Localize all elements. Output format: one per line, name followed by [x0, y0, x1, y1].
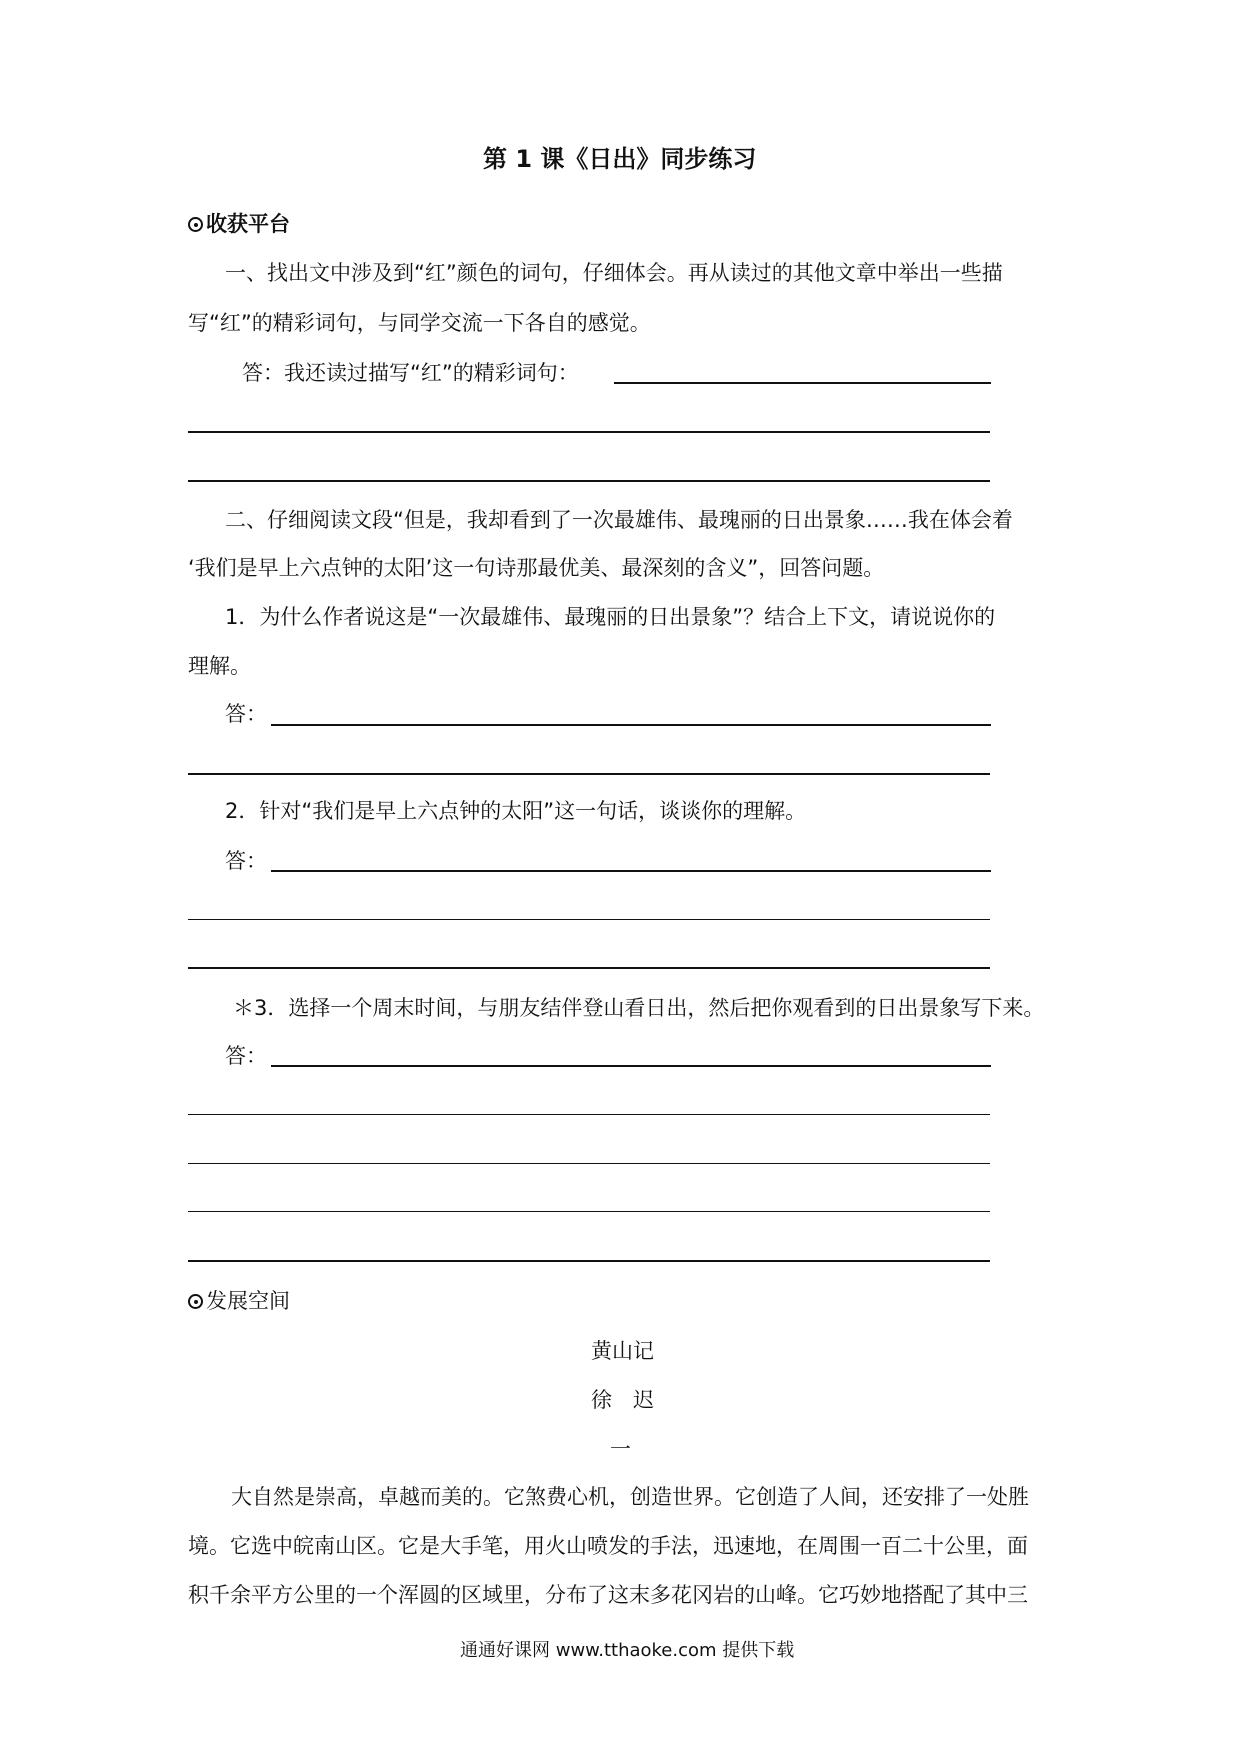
answer-line[interactable]	[271, 1065, 991, 1067]
q2-line-1: 二、仔细阅读文段“但是，我却看到了一次最雄伟、最瑰丽的日出景象……我在体会着	[225, 508, 1013, 532]
answer-line[interactable]	[614, 382, 991, 384]
section-harvest-label: 收获平台	[206, 212, 290, 236]
q2-sub1-line-2: 理解。	[188, 654, 251, 678]
q1-answer-prompt: 答：我还读过描写“红”的精彩词句：	[242, 361, 579, 385]
article-part-number: 一	[610, 1437, 631, 1461]
article-paragraph-line-2: 境。它选中皖南山区。它是大手笔，用火山喷发的手法，迅速地，在周围一百二十公里，面	[188, 1534, 1028, 1558]
q2-sub3-question: ＊3．选择一个周末时间，与朋友结伴登山看日出，然后把你观看到的日出景象写下来。	[233, 996, 1045, 1020]
answer-line[interactable]	[188, 480, 990, 482]
section-harvest-heading	[188, 209, 290, 239]
q1-line-1: 一、找出文中涉及到“红”颜色的词句，仔细体会。再从读过的其他文章中举出一些描	[225, 261, 1003, 285]
q2-sub2-answer-label: 答：	[225, 849, 267, 873]
circle-dot-icon	[188, 1294, 203, 1309]
answer-line[interactable]	[188, 773, 990, 775]
answer-line[interactable]	[188, 1163, 990, 1164]
footer-text: 通通好课网 www.tthaoke.com 提供下载	[460, 1640, 795, 1661]
q2-sub1-answer-label: 答：	[225, 702, 267, 726]
section-develop-label: 发展空间	[206, 1289, 290, 1313]
q2-sub3-answer-label: 答：	[225, 1044, 267, 1068]
answer-line[interactable]	[271, 870, 991, 872]
answer-line[interactable]	[188, 1260, 990, 1262]
article-paragraph-line-3: 积千余平方公里的一个浑圆的区域里，分布了这末多花冈岩的山峰。它巧妙地搭配了其中三	[188, 1583, 1028, 1607]
q2-sub1-line-1: 1．为什么作者说这是“一次最雄伟、最瑰丽的日出景象”？结合上下文，请说说你的	[225, 605, 996, 629]
answer-line[interactable]	[188, 431, 990, 433]
answer-line[interactable]	[271, 724, 991, 726]
q1-line-2: 写“红”的精彩词句，与同学交流一下各自的感觉。	[188, 311, 651, 335]
q2-line-2: ‘我们是早上六点钟的太阳’这一句诗那最优美、最深刻的含义”，回答问题。	[188, 556, 885, 580]
q2-sub2-question: 2．针对“我们是早上六点钟的太阳”这一句话，谈谈你的理解。	[225, 799, 807, 823]
article-author: 徐 迟	[591, 1388, 654, 1412]
article-title: 黄山记	[591, 1339, 654, 1363]
answer-line[interactable]	[188, 967, 990, 969]
article-paragraph-line-1: 大自然是崇高，卓越而美的。它煞费心机，创造世界。它创造了人间，还安排了一处胜	[231, 1485, 1029, 1509]
answer-line[interactable]	[188, 1114, 990, 1115]
answer-line[interactable]	[188, 919, 990, 920]
answer-line[interactable]	[188, 1211, 990, 1212]
page-title: 第 1 课《日出》同步练习	[483, 145, 757, 173]
section-develop-heading	[188, 1286, 290, 1316]
circle-dot-icon	[188, 217, 203, 232]
